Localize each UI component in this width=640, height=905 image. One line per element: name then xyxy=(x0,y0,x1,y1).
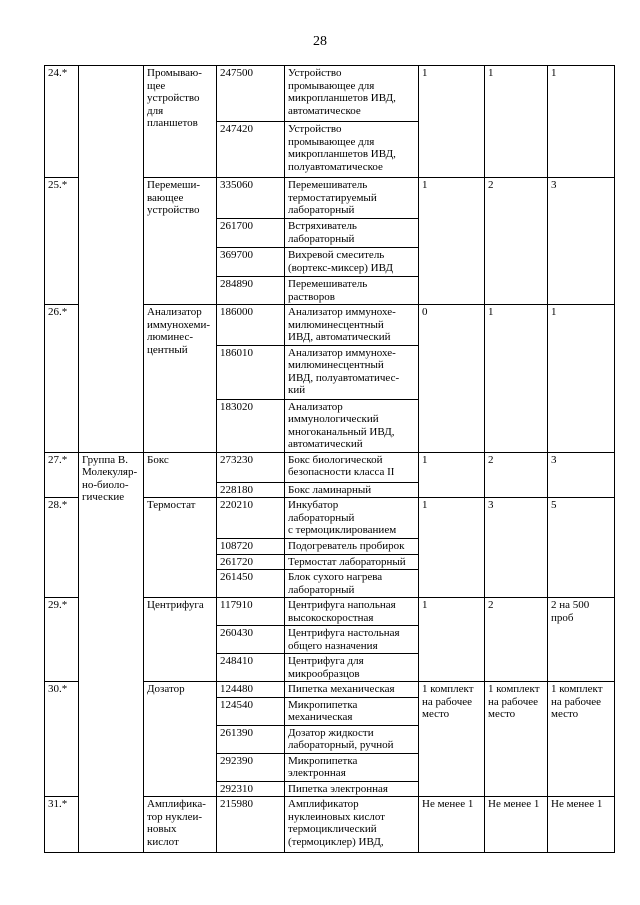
quantity-q3: 3 xyxy=(548,452,615,498)
item-name: Бокс ламинарный xyxy=(285,482,419,498)
item-code: 186010 xyxy=(217,345,285,399)
table-body xyxy=(45,66,615,853)
quantity-q3: 1 комплект на рабочее место xyxy=(548,682,615,797)
quantity-q3: 1 xyxy=(548,305,615,453)
item-name: Термостат лабораторный xyxy=(285,554,419,570)
item-name: Блок сухого нагрева лабораторный xyxy=(285,570,419,598)
group-cell-empty xyxy=(79,66,144,453)
quantity-q2: 1 xyxy=(485,305,548,453)
item-code: 261700 xyxy=(217,219,285,248)
table-row xyxy=(45,66,615,122)
item-code: 117910 xyxy=(217,598,285,626)
item-code: 261450 xyxy=(217,570,285,598)
quantity-q2: 2 xyxy=(485,452,548,498)
item-code: 124480 xyxy=(217,682,285,698)
quantity-q2: Не менее 1 xyxy=(485,797,548,853)
item-code: 247500 xyxy=(217,66,285,122)
group-cell: Группа В. Молекуляр- но-биоло- гические xyxy=(79,452,144,853)
row-number: 31.* xyxy=(45,797,79,853)
row-number: 26.* xyxy=(45,305,79,453)
quantity-q3: 1 xyxy=(548,66,615,178)
quantity-q3: 3 xyxy=(548,178,615,305)
item-code: 183020 xyxy=(217,399,285,452)
item-name: Микропипетка механическая xyxy=(285,697,419,725)
quantity-q2: 1 комплект на рабочее место xyxy=(485,682,548,797)
device-name: Амплифика- тор нуклеи- новых кислот xyxy=(144,797,217,853)
item-code: 261390 xyxy=(217,725,285,753)
item-code: 273230 xyxy=(217,452,285,482)
item-code: 335060 xyxy=(217,178,285,219)
table-row xyxy=(45,452,615,482)
quantity-q2: 3 xyxy=(485,498,548,598)
quantity-q1: 1 xyxy=(419,598,485,682)
item-name: Центрифуга для микрообразцов xyxy=(285,654,419,682)
item-name: Микропипетка электронная xyxy=(285,753,419,781)
item-name: Вихревой смеситель (вортекс-миксер) ИВД xyxy=(285,248,419,277)
row-number: 29.* xyxy=(45,598,79,682)
item-code: 220210 xyxy=(217,498,285,539)
quantity-q2: 2 xyxy=(485,178,548,305)
item-name: Амплификатор нуклеиновых кислот термоциклический (термоциклер) ИВД, xyxy=(285,797,419,853)
row-number: 30.* xyxy=(45,682,79,797)
quantity-q1: 1 xyxy=(419,66,485,178)
quantity-q1: 1 xyxy=(419,498,485,598)
item-name: Пипетка электронная xyxy=(285,781,419,797)
item-code: 261720 xyxy=(217,554,285,570)
device-name: Бокс xyxy=(144,452,217,498)
item-code: 108720 xyxy=(217,539,285,555)
item-name: Анализатор иммунохе- милюминесцентный ИВД, автоматический xyxy=(285,305,419,346)
quantity-q2: 2 xyxy=(485,598,548,682)
quantity-q1: 0 xyxy=(419,305,485,453)
item-code: 369700 xyxy=(217,248,285,277)
item-code: 215980 xyxy=(217,797,285,853)
equipment-table xyxy=(44,65,615,853)
page-number: 28 xyxy=(313,34,327,49)
item-code: 292390 xyxy=(217,753,285,781)
item-name: Устройство промывающее для микропланшетов ИВД, автоматическое xyxy=(285,66,419,122)
quantity-q2: 1 xyxy=(485,66,548,178)
item-name: Дозатор жидкости лабораторный, ручной xyxy=(285,725,419,753)
item-code: 124540 xyxy=(217,697,285,725)
device-name: Перемеши- вающее устройство xyxy=(144,178,217,305)
item-code: 247420 xyxy=(217,122,285,178)
quantity-q3: Не менее 1 xyxy=(548,797,615,853)
item-name: Устройство промывающее для микропланшетов ИВД, полуавтоматическое xyxy=(285,122,419,178)
item-code: 248410 xyxy=(217,654,285,682)
device-name: Дозатор xyxy=(144,682,217,797)
quantity-q1: 1 xyxy=(419,452,485,498)
quantity-q1: 1 xyxy=(419,178,485,305)
device-name: Анализатор иммунохеми- люминес- центный xyxy=(144,305,217,453)
item-name: Центрифуга напольная высокоскоростная xyxy=(285,598,419,626)
row-number: 27.* xyxy=(45,452,79,498)
item-name: Центрифуга настольная общего назначения xyxy=(285,626,419,654)
quantity-q3: 5 xyxy=(548,498,615,598)
item-code: 228180 xyxy=(217,482,285,498)
device-name: Промываю- щее устройство для планшетов xyxy=(144,66,217,178)
item-name: Анализатор иммунохе- милюминесцентный ИВД, полуавтоматичес- кий xyxy=(285,345,419,399)
item-name: Подогреватель пробирок xyxy=(285,539,419,555)
device-name: Центрифуга xyxy=(144,598,217,682)
row-number: 24.* xyxy=(45,66,79,178)
item-code: 260430 xyxy=(217,626,285,654)
item-name: Инкубатор лабораторный с термоциклированием xyxy=(285,498,419,539)
quantity-q1: Не менее 1 xyxy=(419,797,485,853)
item-name: Анализатор иммунологический многоканальный ИВД, автоматический xyxy=(285,399,419,452)
row-number: 28.* xyxy=(45,498,79,598)
item-name: Пипетка механическая xyxy=(285,682,419,698)
quantity-q1: 1 комплект на рабочее место xyxy=(419,682,485,797)
item-name: Перемешиватель термостатируемый лабораторный xyxy=(285,178,419,219)
item-code: 284890 xyxy=(217,277,285,305)
row-number: 25.* xyxy=(45,178,79,305)
quantity-q3: 2 на 500 проб xyxy=(548,598,615,682)
item-name: Бокс биологической безопасности класса II xyxy=(285,452,419,482)
item-code: 186000 xyxy=(217,305,285,346)
device-name: Термостат xyxy=(144,498,217,598)
item-name: Перемешиватель растворов xyxy=(285,277,419,305)
item-name: Встряхиватель лабораторный xyxy=(285,219,419,248)
item-code: 292310 xyxy=(217,781,285,797)
